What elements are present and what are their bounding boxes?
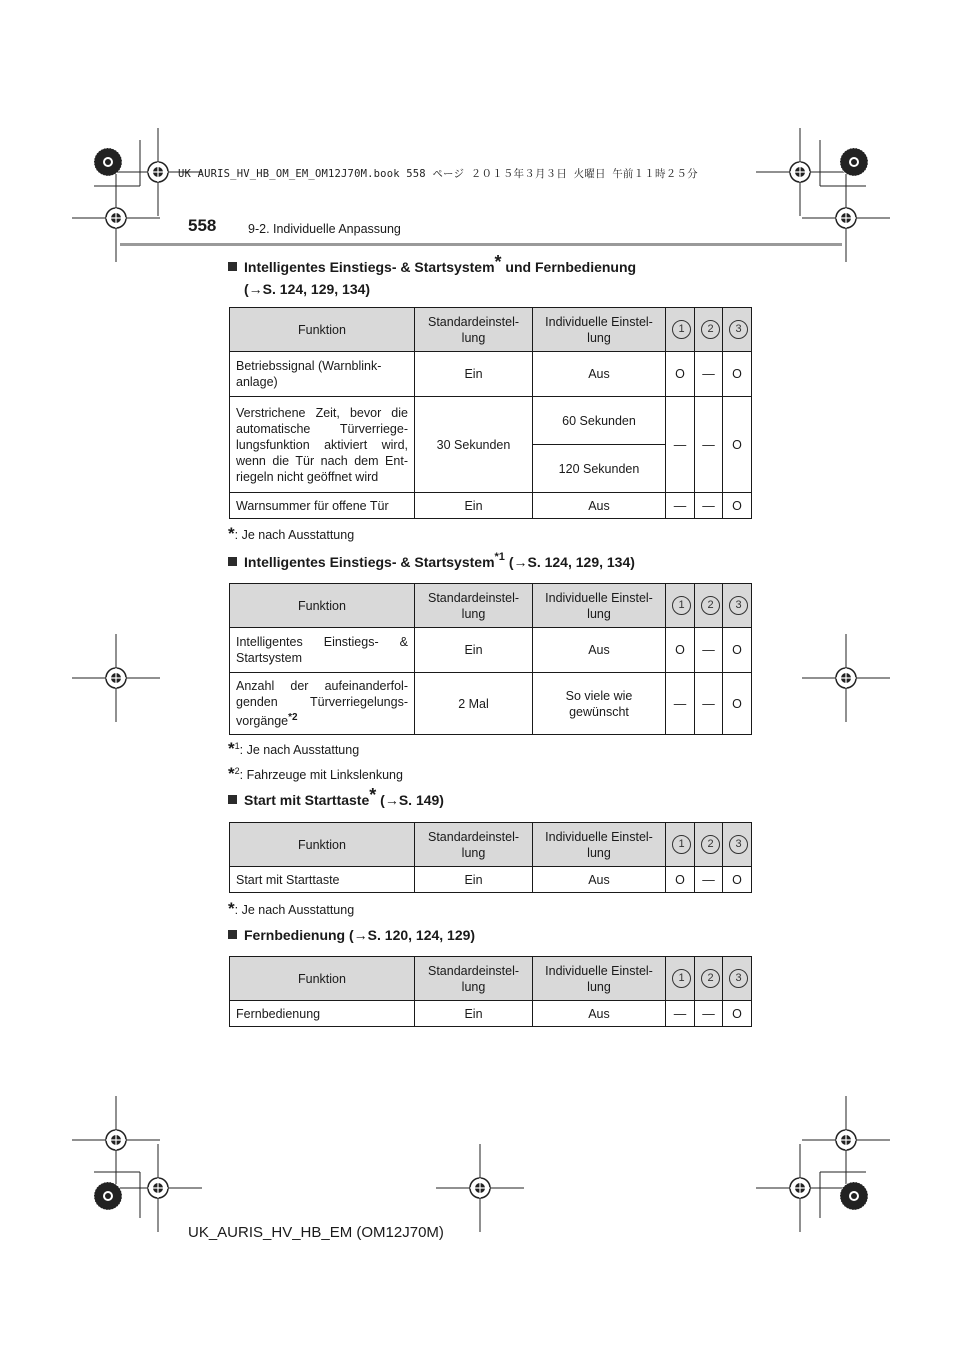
cell-1: O [666,352,695,397]
section-heading [228,252,637,300]
footnote-mark: * [494,252,502,273]
cell-1: — [666,673,695,735]
table-row [230,352,752,397]
column-header-individuell: Individuelle Einstel- lung [533,584,666,628]
footnote-text: : Fahrzeuge mit Linkslenkung [239,768,403,782]
column-header-3 [723,584,752,628]
cell-standard: Ein [415,628,533,673]
column-header-funktion: Funktion [230,584,415,628]
bullet-square-icon [228,795,237,804]
cell-standard: Ein [415,867,533,893]
settings-table [229,583,752,735]
column-header-1 [666,584,695,628]
footnote-text: : Je nach Ausstattung [234,528,355,542]
bullet-square-icon [228,262,237,271]
heading-text: Intelligentes Einstiegs- & Startsystem [244,259,495,275]
column-header-3 [723,957,752,1001]
settings-table [229,956,752,1027]
column-header-1 [666,308,695,352]
column-header-funktion: Funktion [230,957,415,1001]
circled-3-icon: 3 [729,969,748,988]
cell-funktion-text: Anzahl der aufeinanderfol-genden Türverriegelungs-vorgänge [236,678,408,729]
cell-individuell: So viele wie gewünscht [533,673,666,735]
heading-text: und Fernbedienung [501,259,637,275]
footnote [228,764,403,784]
circled-2-icon: 2 [701,835,720,854]
bullet-square-icon [228,930,237,939]
section-heading [228,924,475,946]
column-header-standard: Standardeinstel- lung [415,584,533,628]
heading-text: Intelligentes Einstiegs- & Startsystem [244,554,495,570]
circled-2-icon: 2 [701,320,720,339]
bullet-square-icon [228,557,237,566]
heading-text: (→S. 124, 129, 134) [504,554,635,570]
footnote-mark: * [369,785,377,806]
cell-3: O [723,493,752,519]
circled-1-icon: 1 [672,596,691,615]
table-row [230,867,752,893]
column-header-2 [695,308,723,352]
column-header-individuell: Individuelle Einstel- lung [533,957,666,1001]
column-header-2 [695,823,723,867]
table-header-row [230,957,752,1001]
heading-text: (→S. 149) [376,792,444,808]
footnote-number: 1 [234,740,240,751]
footnote [228,899,354,919]
cell-3: O [723,352,752,397]
cell-funktion: Warnsummer für offene Tür [230,493,415,519]
cell-funktion: Fernbedienung [230,1001,415,1027]
table-row [230,493,752,519]
circled-2-icon: 2 [701,969,720,988]
cell-3: O [723,867,752,893]
table-row [230,673,752,735]
cell-2: — [695,493,723,519]
column-header-standard: Standardeinstel- lung [415,823,533,867]
column-header-individuell: Individuelle Einstel- lung [533,823,666,867]
cell-individuell: Aus [533,1001,666,1027]
column-header-3 [723,308,752,352]
circled-3-icon: 3 [729,320,748,339]
footnote-mark: *2 [288,711,298,723]
cell-standard: Ein [415,493,533,519]
cell-individuell: Aus [533,493,666,519]
column-header-individuell: Individuelle Einstel- lung [533,308,666,352]
footnote-text: : Je nach Ausstattung [239,743,360,757]
heading-text: Fernbedienung (→S. 120, 124, 129) [244,927,476,943]
cell-individuell: Aus [533,867,666,893]
cell-funktion: Betriebssignal (Warnblink- anlage) [230,352,415,397]
heading-reference: (→S. 124, 129, 134) [244,281,371,297]
cell-funktion: Intelligentes Einstiegs- & Startsystem [230,628,415,673]
table-row [230,628,752,673]
footnote-mark: * [228,899,235,918]
footnote [228,739,359,759]
cell-2: — [695,352,723,397]
column-header-standard: Standardeinstel- lung [415,957,533,1001]
table-header-row [230,308,752,352]
column-header-2 [695,584,723,628]
section-heading [228,785,444,811]
circled-3-icon: 3 [729,835,748,854]
settings-table [229,307,752,519]
column-header-funktion: Funktion [230,308,415,352]
column-header-funktion: Funktion [230,823,415,867]
column-header-1 [666,823,695,867]
cell-2: — [695,867,723,893]
cell-3: O [723,628,752,673]
settings-table [229,822,752,893]
cell-individuell: Aus [533,628,666,673]
footnote-mark: * [228,524,235,543]
table-header-row [230,823,752,867]
footnote-mark: * [228,764,235,783]
cell-individuell-option: 60 Sekunden [533,397,666,445]
cell-individuell-option: 120 Sekunden [533,445,666,493]
circled-3-icon: 3 [729,596,748,615]
footnote-text: : Je nach Ausstattung [234,903,355,917]
cell-funktion [230,673,415,735]
circled-2-icon: 2 [701,596,720,615]
cell-3: O [723,673,752,735]
cell-1: — [666,1001,695,1027]
cell-3: O [723,397,752,493]
column-header-3 [723,823,752,867]
cell-1: O [666,867,695,893]
cell-funktion: Verstrichene Zeit, bevor die automatische Türverriege-lungsfunktion aktiviert wird, wenn die Tür nach dem Ent-riegeln nicht geöffnet wird [230,397,415,493]
cell-2: — [695,1001,723,1027]
footnote [228,524,354,544]
cell-standard: 30 Sekunden [415,397,533,493]
cell-2: — [695,397,723,493]
circled-1-icon: 1 [672,320,691,339]
heading-text: Start mit Starttaste [244,792,370,808]
table-header-row [230,584,752,628]
column-header-standard: Standardeinstel- lung [415,308,533,352]
print-info-strip: UK AURIS_HV_HB_OM_EM_OM12J70M.book 558 ページ ２０１５年３月３日 火曜日 午前１１時２５分 [178,168,698,180]
circled-1-icon: 1 [672,969,691,988]
footnote-mark: * [228,739,235,758]
cell-individuell: Aus [533,352,666,397]
footnote-number: 2 [234,765,240,776]
column-header-2 [695,957,723,1001]
table-row [230,1001,752,1027]
cell-2: — [695,673,723,735]
cell-standard: Ein [415,352,533,397]
column-header-1 [666,957,695,1001]
cell-1: — [666,493,695,519]
table-row [230,397,752,445]
section-heading [228,551,635,573]
cell-standard: Ein [415,1001,533,1027]
cell-3: O [723,1001,752,1027]
page-number: 558 [188,216,217,235]
header-rule [120,243,842,246]
cell-1: O [666,628,695,673]
footnote-mark: *1 [494,551,505,564]
cell-1: — [666,397,695,493]
circled-1-icon: 1 [672,835,691,854]
cell-2: — [695,628,723,673]
cell-funktion: Start mit Starttaste [230,867,415,893]
cell-standard: 2 Mal [415,673,533,735]
document-code-footer: UK_AURIS_HV_HB_EM (OM12J70M) [188,1224,444,1241]
section-title: 9-2. Individuelle Anpassung [248,222,401,236]
